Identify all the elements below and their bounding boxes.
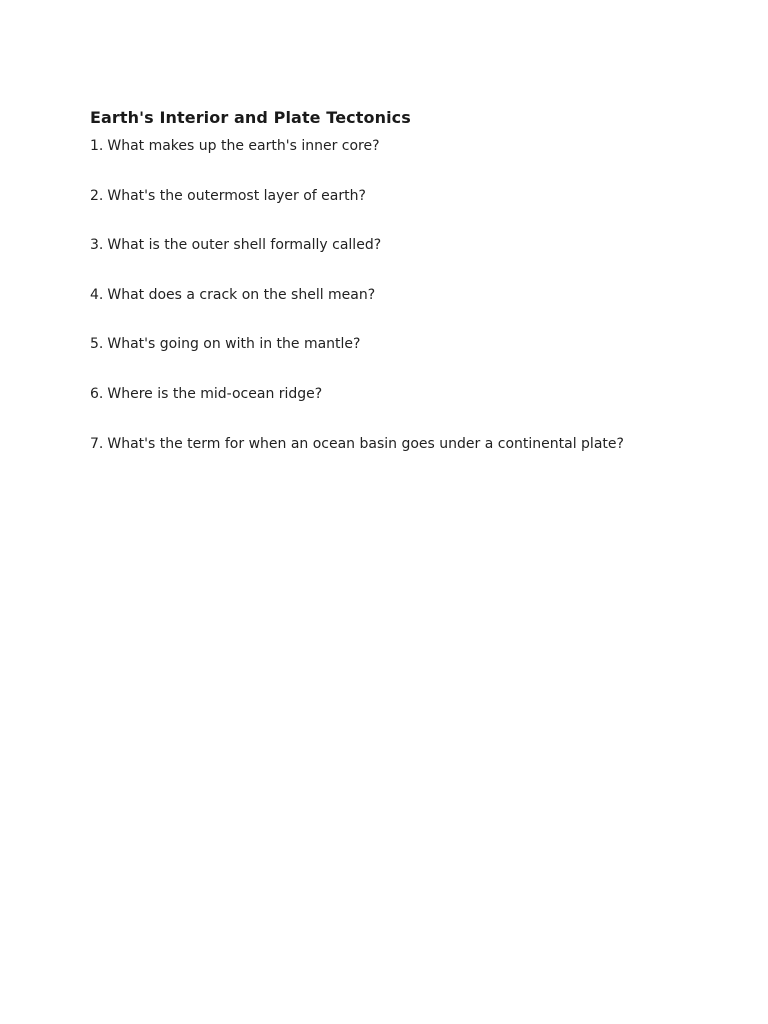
question-5 (90, 334, 730, 354)
question-6 (90, 384, 730, 404)
question-text: What is the outer shell formally called? (107, 237, 382, 254)
question-7 (90, 434, 730, 454)
question-number: 4. (90, 286, 104, 303)
question-text: What's going on with in the mantle? (107, 336, 361, 353)
question-text: What makes up the earth's inner core? (107, 138, 380, 154)
question-number: 3. (90, 237, 104, 254)
question-list (90, 136, 730, 454)
question-number: 2. (90, 187, 104, 204)
question-4 (90, 285, 730, 305)
question-2 (90, 186, 730, 206)
question-3 (90, 235, 730, 255)
question-number: 6. (90, 385, 104, 402)
document-title: Earth's Interior and Plate Tectonics (90, 108, 411, 127)
question-1 (90, 136, 730, 156)
question-number: 5. (90, 336, 104, 353)
question-number: 1. (90, 138, 104, 154)
question-text: What's the outermost layer of earth? (107, 187, 366, 204)
question-text: What's the term for when an ocean basin goes under a continental plate? (107, 435, 624, 452)
question-text: What does a crack on the shell mean? (107, 286, 376, 303)
question-text: Where is the mid-ocean ridge? (107, 385, 323, 402)
question-number: 7. (90, 435, 104, 452)
document-content (90, 106, 730, 483)
